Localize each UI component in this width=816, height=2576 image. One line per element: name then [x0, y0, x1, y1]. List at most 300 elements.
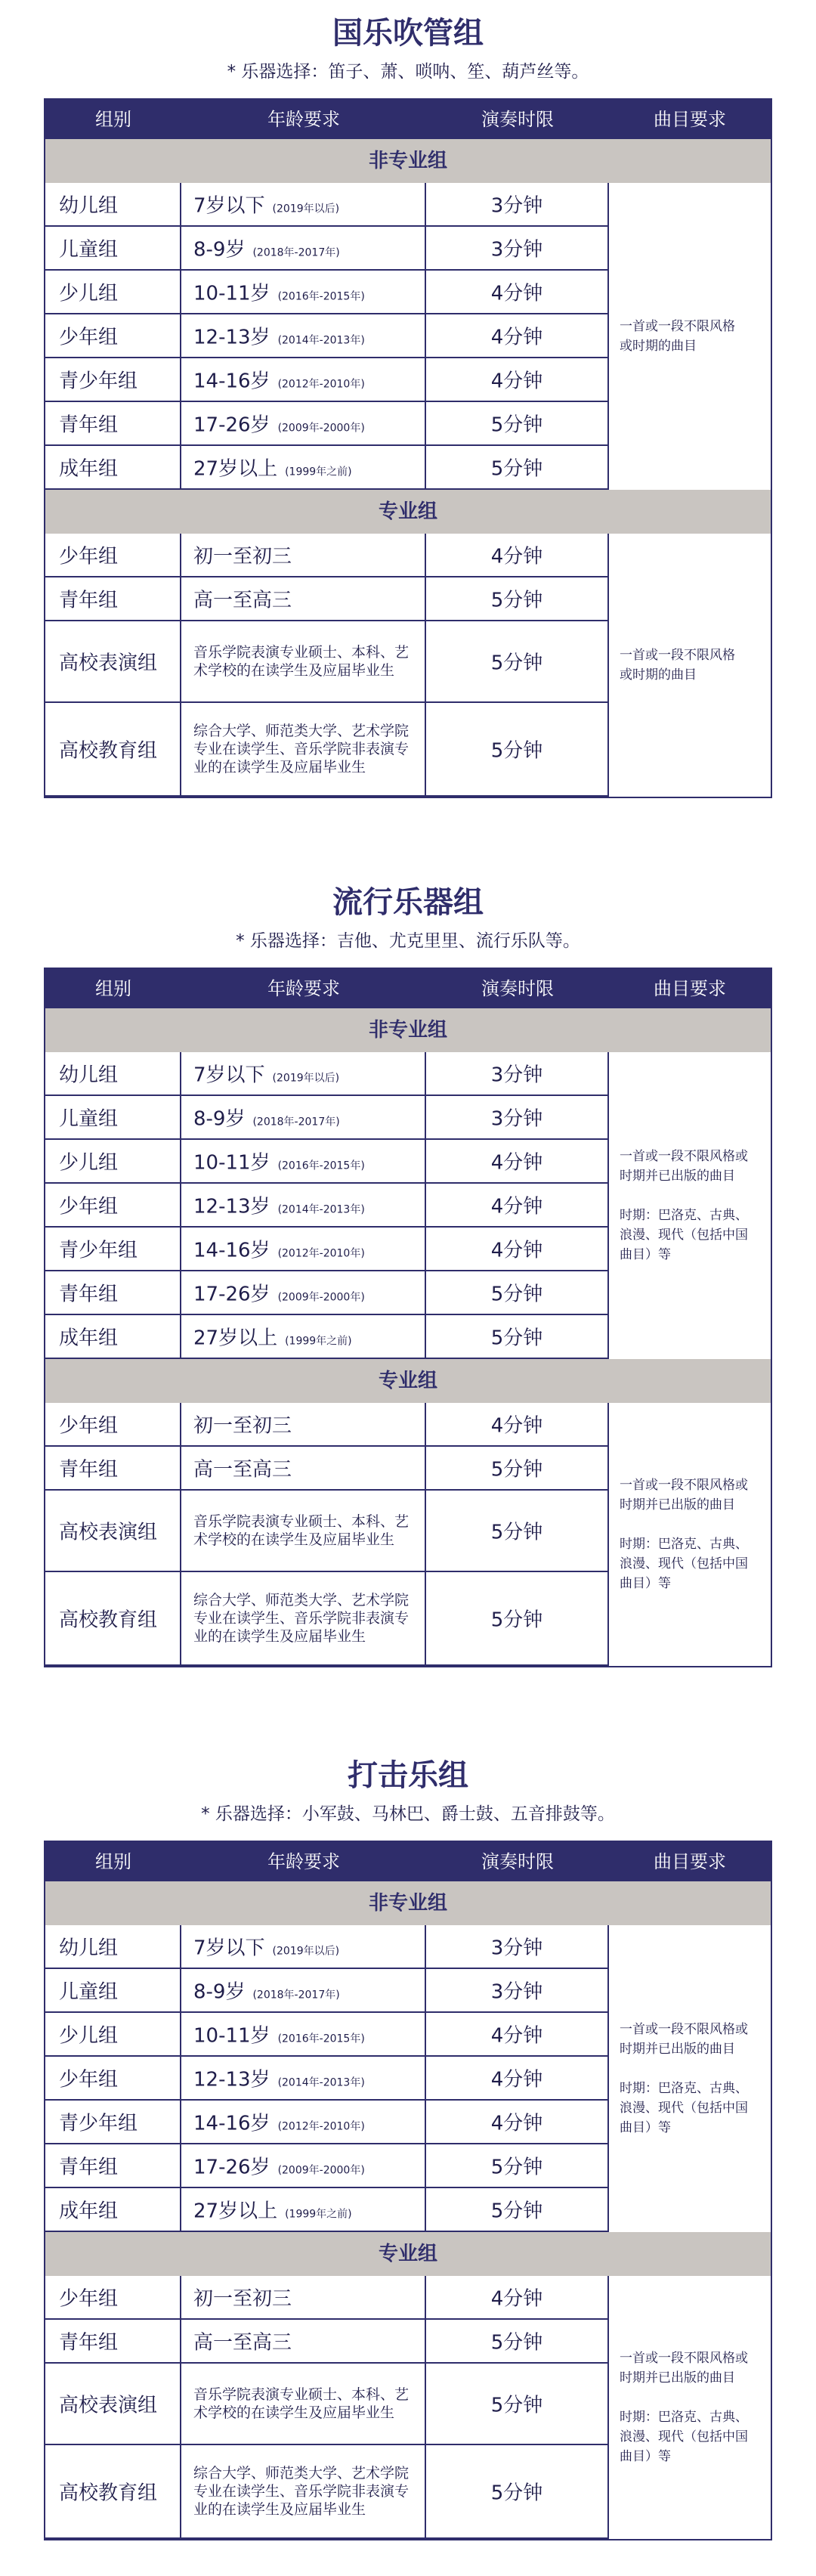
birth-years: (2009年-2000年)	[277, 422, 365, 435]
group-name: 少年组	[59, 1195, 119, 1218]
table-row	[45, 1925, 609, 1969]
table-row	[45, 1491, 609, 1572]
time-limit: 5分钟	[490, 739, 543, 763]
age-cell	[181, 2320, 426, 2364]
time-cell	[426, 2188, 609, 2232]
table-header	[45, 969, 771, 1008]
table-row	[45, 2101, 609, 2144]
group-name: 儿童组	[59, 238, 119, 262]
group-cell	[45, 1228, 181, 1271]
table-row	[45, 1315, 609, 1359]
section-title: 流行乐器组	[332, 885, 484, 920]
time-cell	[426, 2101, 609, 2144]
band-pro: 专业组	[45, 1359, 771, 1403]
time-cell	[426, 358, 609, 402]
header-repertoire: 曲目要求	[654, 978, 726, 999]
time-limit: 4分钟	[490, 1195, 543, 1218]
table-row	[45, 227, 609, 271]
age-value	[181, 1279, 425, 1307]
time-cell	[426, 402, 609, 446]
table-section	[0, 0, 816, 831]
table-row	[45, 2188, 609, 2232]
age-cell	[181, 2364, 426, 2445]
repertoire-cell	[609, 1925, 771, 2232]
age-value: 综合大学、师范类大学、艺术学院专业在读学生、音乐学院非表演专业的在读学生及应届毕业生	[193, 723, 410, 776]
age-cell	[181, 1096, 426, 1140]
age-cell	[181, 1140, 426, 1184]
repertoire-text: 一首或一段不限风格或 时期并已出版的曲目 时期：巴洛克、古典、 浪漫、现代（包括中国 曲目）等	[620, 2351, 748, 2464]
time-limit: 5分钟	[490, 2200, 543, 2223]
band-nonpro: 非专业组	[45, 139, 771, 183]
band-pro: 专业组	[45, 2232, 771, 2276]
time-cell	[426, 2013, 609, 2057]
table-row	[45, 1572, 609, 1666]
age-range: 10-11岁	[193, 1151, 270, 1175]
group-cell	[45, 1096, 181, 1140]
table-row	[45, 2364, 609, 2445]
group-name: 幼儿组	[59, 1937, 119, 1960]
group-cell	[45, 183, 181, 227]
table-row	[45, 1052, 609, 1096]
age-cell	[181, 1184, 426, 1228]
birth-years: (2014年-2013年)	[277, 1203, 365, 1216]
group-cell	[45, 2013, 181, 2057]
age-value	[181, 1235, 425, 1263]
header-time: 演奏时限	[481, 109, 554, 130]
header-time: 演奏时限	[481, 1851, 554, 1872]
age-value: 综合大学、师范类大学、艺术学院专业在读学生、音乐学院非表演专业的在读学生及应届毕业生	[193, 1592, 410, 1645]
age-cell	[181, 2188, 426, 2232]
table-row	[45, 1271, 609, 1315]
group-name: 少儿组	[59, 1151, 119, 1175]
age-cell	[181, 2144, 426, 2188]
repertoire-text: 一首或一段不限风格或 时期并已出版的曲目 时期：巴洛克、古典、 浪漫、现代（包括中国 曲目）等	[620, 1478, 748, 1591]
time-cell	[426, 1140, 609, 1184]
group-name: 少年组	[59, 2068, 119, 2091]
group-name: 青年组	[59, 2156, 119, 2179]
time-limit: 4分钟	[490, 2112, 543, 2135]
birth-years: (2009年-2000年)	[277, 2164, 365, 2177]
time-cell	[426, 183, 609, 227]
table-row	[45, 1447, 609, 1491]
age-cell	[181, 446, 426, 490]
time-limit: 5分钟	[490, 1608, 543, 1632]
age-cell	[181, 183, 426, 227]
band-nonpro: 非专业组	[45, 1008, 771, 1052]
group-cell	[45, 1491, 181, 1572]
age-range: 14-16岁	[193, 370, 270, 393]
time-limit: 5分钟	[490, 2331, 543, 2355]
time-cell	[426, 1184, 609, 1228]
group-name: 儿童组	[59, 1980, 119, 2004]
age-range: 8-9岁	[193, 238, 246, 262]
header-age: 年龄要求	[267, 109, 340, 130]
time-limit: 3分钟	[490, 238, 543, 262]
time-cell	[426, 446, 609, 490]
age-cell	[181, 1491, 426, 1572]
time-cell	[426, 1925, 609, 1969]
group-cell	[45, 1271, 181, 1315]
age-cell	[181, 703, 426, 797]
time-limit: 3分钟	[490, 1064, 543, 1087]
section-title: 国乐吹管组	[332, 16, 484, 51]
table-row	[45, 358, 609, 402]
time-cell	[426, 1096, 609, 1140]
age-cell	[181, 2276, 426, 2320]
header-repertoire: 曲目要求	[654, 109, 726, 130]
time-cell	[426, 227, 609, 271]
age-value	[181, 366, 425, 394]
group-name: 高校教育组	[59, 1608, 158, 1632]
time-cell	[426, 314, 609, 358]
birth-years: (2018年-2017年)	[252, 1989, 340, 2002]
age-value	[181, 2108, 425, 2136]
header-group: 组别	[95, 109, 131, 130]
age-value	[181, 410, 425, 438]
group-cell	[45, 314, 181, 358]
age-cell	[181, 1315, 426, 1359]
table-row	[45, 1096, 609, 1140]
table-row	[45, 1140, 609, 1184]
requirements-table	[44, 1841, 772, 2540]
group-name: 成年组	[59, 1327, 119, 1350]
birth-years: (2012年-2010年)	[277, 378, 365, 391]
group-cell	[45, 402, 181, 446]
age-value: 高一至高三	[193, 2331, 292, 2355]
group-cell	[45, 1140, 181, 1184]
group-name: 成年组	[59, 457, 119, 481]
table-row	[45, 2445, 609, 2539]
group-name: 少儿组	[59, 282, 119, 305]
time-limit: 4分钟	[490, 1151, 543, 1175]
age-range: 17-26岁	[193, 413, 270, 437]
group-cell	[45, 2144, 181, 2188]
group-cell	[45, 1052, 181, 1096]
age-range: 27岁以上	[193, 2200, 278, 2223]
table-row	[45, 1228, 609, 1271]
age-value: 音乐学院表演专业硕士、本科、艺术学校的在读学生及应届毕业生	[193, 2386, 410, 2421]
age-cell	[181, 1271, 426, 1315]
table-row	[45, 2320, 609, 2364]
group-cell	[45, 1925, 181, 1969]
repertoire-cell	[609, 183, 771, 490]
instrument-note: * 乐器选择：小军鼓、马林巴、爵士鼓、五音排鼓等。	[201, 1804, 615, 1824]
table-row	[45, 2276, 609, 2320]
age-value: 高一至高三	[193, 589, 292, 612]
section-title: 打击乐组	[348, 1758, 468, 1793]
group-cell	[45, 2276, 181, 2320]
time-limit: 3分钟	[490, 1937, 543, 1960]
group-name: 高校教育组	[59, 2482, 158, 2505]
age-cell	[181, 2057, 426, 2101]
age-value	[181, 278, 425, 306]
age-value	[181, 1060, 425, 1088]
group-cell	[45, 2445, 181, 2539]
table-row	[45, 183, 609, 227]
time-limit: 5分钟	[490, 1283, 543, 1306]
group-name: 高校教育组	[59, 739, 158, 763]
age-range: 14-16岁	[193, 1239, 270, 1262]
age-range: 7岁以下	[193, 1937, 265, 1960]
group-name: 儿童组	[59, 1107, 119, 1131]
age-cell	[181, 1969, 426, 2013]
time-limit: 4分钟	[490, 370, 543, 393]
age-range: 8-9岁	[193, 1107, 246, 1131]
group-cell	[45, 1447, 181, 1491]
table-row	[45, 703, 609, 797]
age-cell	[181, 1572, 426, 1666]
table-row	[45, 402, 609, 446]
age-cell	[181, 271, 426, 314]
table-row	[45, 621, 609, 703]
age-cell	[181, 314, 426, 358]
age-range: 27岁以上	[193, 1327, 278, 1350]
age-value: 初一至初三	[193, 545, 292, 568]
birth-years: (2019年以后)	[272, 203, 340, 215]
age-cell	[181, 1447, 426, 1491]
age-range: 14-16岁	[193, 2112, 270, 2135]
birth-years: (1999年之前)	[285, 1335, 352, 1348]
band-pro: 专业组	[45, 490, 771, 534]
age-value	[181, 234, 425, 262]
time-cell	[426, 577, 609, 621]
age-value	[181, 322, 425, 350]
time-limit: 5分钟	[490, 1521, 543, 1544]
time-cell	[426, 1271, 609, 1315]
group-name: 高校表演组	[59, 2394, 158, 2417]
instrument-note: * 乐器选择：吉他、尤克里里、流行乐队等。	[236, 931, 580, 951]
requirements-table	[44, 98, 772, 798]
group-name: 少年组	[59, 1414, 119, 1438]
group-cell	[45, 1572, 181, 1666]
age-cell	[181, 1228, 426, 1271]
time-limit: 5分钟	[490, 1458, 543, 1482]
time-limit: 5分钟	[490, 652, 543, 675]
group-name: 幼儿组	[59, 1064, 119, 1087]
age-range: 10-11岁	[193, 2024, 270, 2048]
time-cell	[426, 1491, 609, 1572]
time-cell	[426, 534, 609, 577]
table-row	[45, 577, 609, 621]
group-name: 青少年组	[59, 1239, 138, 1262]
time-cell	[426, 2320, 609, 2364]
table-row	[45, 446, 609, 490]
group-name: 青年组	[59, 2331, 119, 2355]
header-age: 年龄要求	[267, 1851, 340, 1872]
age-value	[181, 1191, 425, 1219]
group-name: 成年组	[59, 2200, 119, 2223]
group-name: 青年组	[59, 1458, 119, 1482]
time-limit: 3分钟	[490, 1980, 543, 2004]
group-cell	[45, 271, 181, 314]
birth-years: (1999年之前)	[285, 466, 352, 478]
time-limit: 4分钟	[490, 545, 543, 568]
time-limit: 4分钟	[490, 2287, 543, 2311]
time-limit: 3分钟	[490, 194, 543, 218]
time-cell	[426, 1969, 609, 2013]
age-range: 7岁以下	[193, 1064, 265, 1087]
age-value	[181, 2152, 425, 2180]
age-range: 17-26岁	[193, 1283, 270, 1306]
group-cell	[45, 621, 181, 703]
group-cell	[45, 577, 181, 621]
age-value	[181, 190, 425, 218]
time-limit: 4分钟	[490, 1414, 543, 1438]
header-time: 演奏时限	[481, 978, 554, 999]
age-cell	[181, 358, 426, 402]
birth-years: (2016年-2015年)	[277, 1160, 365, 1172]
time-cell	[426, 271, 609, 314]
time-limit: 5分钟	[490, 2394, 543, 2417]
birth-years: (2019年以后)	[272, 1945, 340, 1958]
group-name: 少儿组	[59, 2024, 119, 2048]
age-value	[181, 1977, 425, 2005]
time-limit: 5分钟	[490, 589, 543, 612]
time-limit: 5分钟	[490, 2156, 543, 2179]
table-row	[45, 1403, 609, 1447]
age-cell	[181, 2445, 426, 2539]
table-row	[45, 314, 609, 358]
repertoire-cell	[609, 1052, 771, 1359]
band-nonpro: 非专业组	[45, 1881, 771, 1925]
instrument-note: * 乐器选择：笛子、萧、唢呐、笙、葫芦丝等。	[227, 62, 589, 82]
age-value	[181, 2064, 425, 2092]
age-range: 12-13岁	[193, 2068, 270, 2091]
group-cell	[45, 2364, 181, 2445]
age-range: 10-11岁	[193, 282, 270, 305]
age-value	[181, 1933, 425, 1961]
time-cell	[426, 1572, 609, 1666]
time-cell	[426, 1447, 609, 1491]
time-cell	[426, 2276, 609, 2320]
age-cell	[181, 577, 426, 621]
time-limit: 5分钟	[490, 1327, 543, 1350]
group-name: 少年组	[59, 2287, 119, 2311]
table-row	[45, 2144, 609, 2188]
age-value: 初一至初三	[193, 1414, 292, 1438]
group-name: 幼儿组	[59, 194, 119, 218]
table-section	[0, 869, 816, 1701]
birth-years: (2018年-2017年)	[252, 1116, 340, 1129]
age-range: 8-9岁	[193, 1980, 246, 2004]
age-value	[181, 1104, 425, 1132]
birth-years: (2019年以后)	[272, 1072, 340, 1085]
time-cell	[426, 1052, 609, 1096]
age-value	[181, 1323, 425, 1351]
age-cell	[181, 227, 426, 271]
group-cell	[45, 703, 181, 797]
age-value: 初一至初三	[193, 2287, 292, 2311]
table-header	[45, 100, 771, 139]
time-limit: 5分钟	[490, 2482, 543, 2505]
group-cell	[45, 1969, 181, 2013]
age-value	[181, 2196, 425, 2224]
time-limit: 4分钟	[490, 282, 543, 305]
header-repertoire: 曲目要求	[654, 1851, 726, 1872]
age-value: 高一至高三	[193, 1458, 292, 1482]
repertoire-cell	[609, 534, 771, 797]
group-name: 青少年组	[59, 2112, 138, 2135]
group-cell	[45, 1315, 181, 1359]
time-limit: 4分钟	[490, 326, 543, 349]
time-cell	[426, 2057, 609, 2101]
time-cell	[426, 1403, 609, 1447]
time-limit: 4分钟	[490, 2068, 543, 2091]
table-row	[45, 271, 609, 314]
header-group: 组别	[95, 978, 131, 999]
table-row	[45, 2013, 609, 2057]
group-name: 青年组	[59, 589, 119, 612]
header-age: 年龄要求	[267, 978, 340, 999]
repertoire-text: 一首或一段不限风格或 时期并已出版的曲目 时期：巴洛克、古典、 浪漫、现代（包括中国 曲目）等	[620, 2022, 748, 2135]
birth-years: (2014年-2013年)	[277, 334, 365, 347]
table-row	[45, 1184, 609, 1228]
time-cell	[426, 1315, 609, 1359]
time-limit: 5分钟	[490, 457, 543, 481]
repertoire-cell	[609, 1403, 771, 1666]
group-name: 高校表演组	[59, 652, 158, 675]
table-row	[45, 1969, 609, 2013]
table-row	[45, 534, 609, 577]
repertoire-text: 一首或一段不限风格 或时期的曲目	[620, 648, 735, 683]
time-cell	[426, 2445, 609, 2539]
requirements-table	[44, 968, 772, 1667]
birth-years: (2018年-2017年)	[252, 246, 340, 259]
age-range: 7岁以下	[193, 194, 265, 218]
group-cell	[45, 1184, 181, 1228]
birth-years: (1999年之前)	[285, 2208, 352, 2221]
time-cell	[426, 703, 609, 797]
group-cell	[45, 2188, 181, 2232]
age-cell	[181, 621, 426, 703]
age-value	[181, 2020, 425, 2048]
age-cell	[181, 1052, 426, 1096]
group-name: 少年组	[59, 326, 119, 349]
age-cell	[181, 1403, 426, 1447]
age-cell	[181, 2013, 426, 2057]
age-cell	[181, 402, 426, 446]
age-cell	[181, 534, 426, 577]
age-range: 12-13岁	[193, 1195, 270, 1218]
group-cell	[45, 358, 181, 402]
age-value	[181, 1147, 425, 1175]
time-limit: 4分钟	[490, 2024, 543, 2048]
repertoire-text: 一首或一段不限风格 或时期的曲目	[620, 319, 735, 354]
age-range: 17-26岁	[193, 2156, 270, 2179]
group-name: 青年组	[59, 1283, 119, 1306]
time-limit: 5分钟	[490, 413, 543, 437]
group-name: 高校表演组	[59, 1521, 158, 1544]
group-cell	[45, 227, 181, 271]
age-cell	[181, 1925, 426, 1969]
time-cell	[426, 2144, 609, 2188]
birth-years: (2014年-2013年)	[277, 2076, 365, 2089]
table-header	[45, 1842, 771, 1881]
age-value	[181, 454, 425, 481]
group-cell	[45, 446, 181, 490]
group-name: 青年组	[59, 413, 119, 437]
birth-years: (2016年-2015年)	[277, 2033, 365, 2045]
age-value: 综合大学、师范类大学、艺术学院专业在读学生、音乐学院非表演专业的在读学生及应届毕业生	[193, 2465, 410, 2518]
table-section	[0, 1742, 816, 2574]
age-value: 音乐学院表演专业硕士、本科、艺术学校的在读学生及应届毕业生	[193, 644, 410, 679]
birth-years: (2012年-2010年)	[277, 2120, 365, 2133]
time-cell	[426, 1228, 609, 1271]
age-range: 12-13岁	[193, 326, 270, 349]
table-row	[45, 2057, 609, 2101]
birth-years: (2009年-2000年)	[277, 1291, 365, 1304]
age-cell	[181, 2101, 426, 2144]
